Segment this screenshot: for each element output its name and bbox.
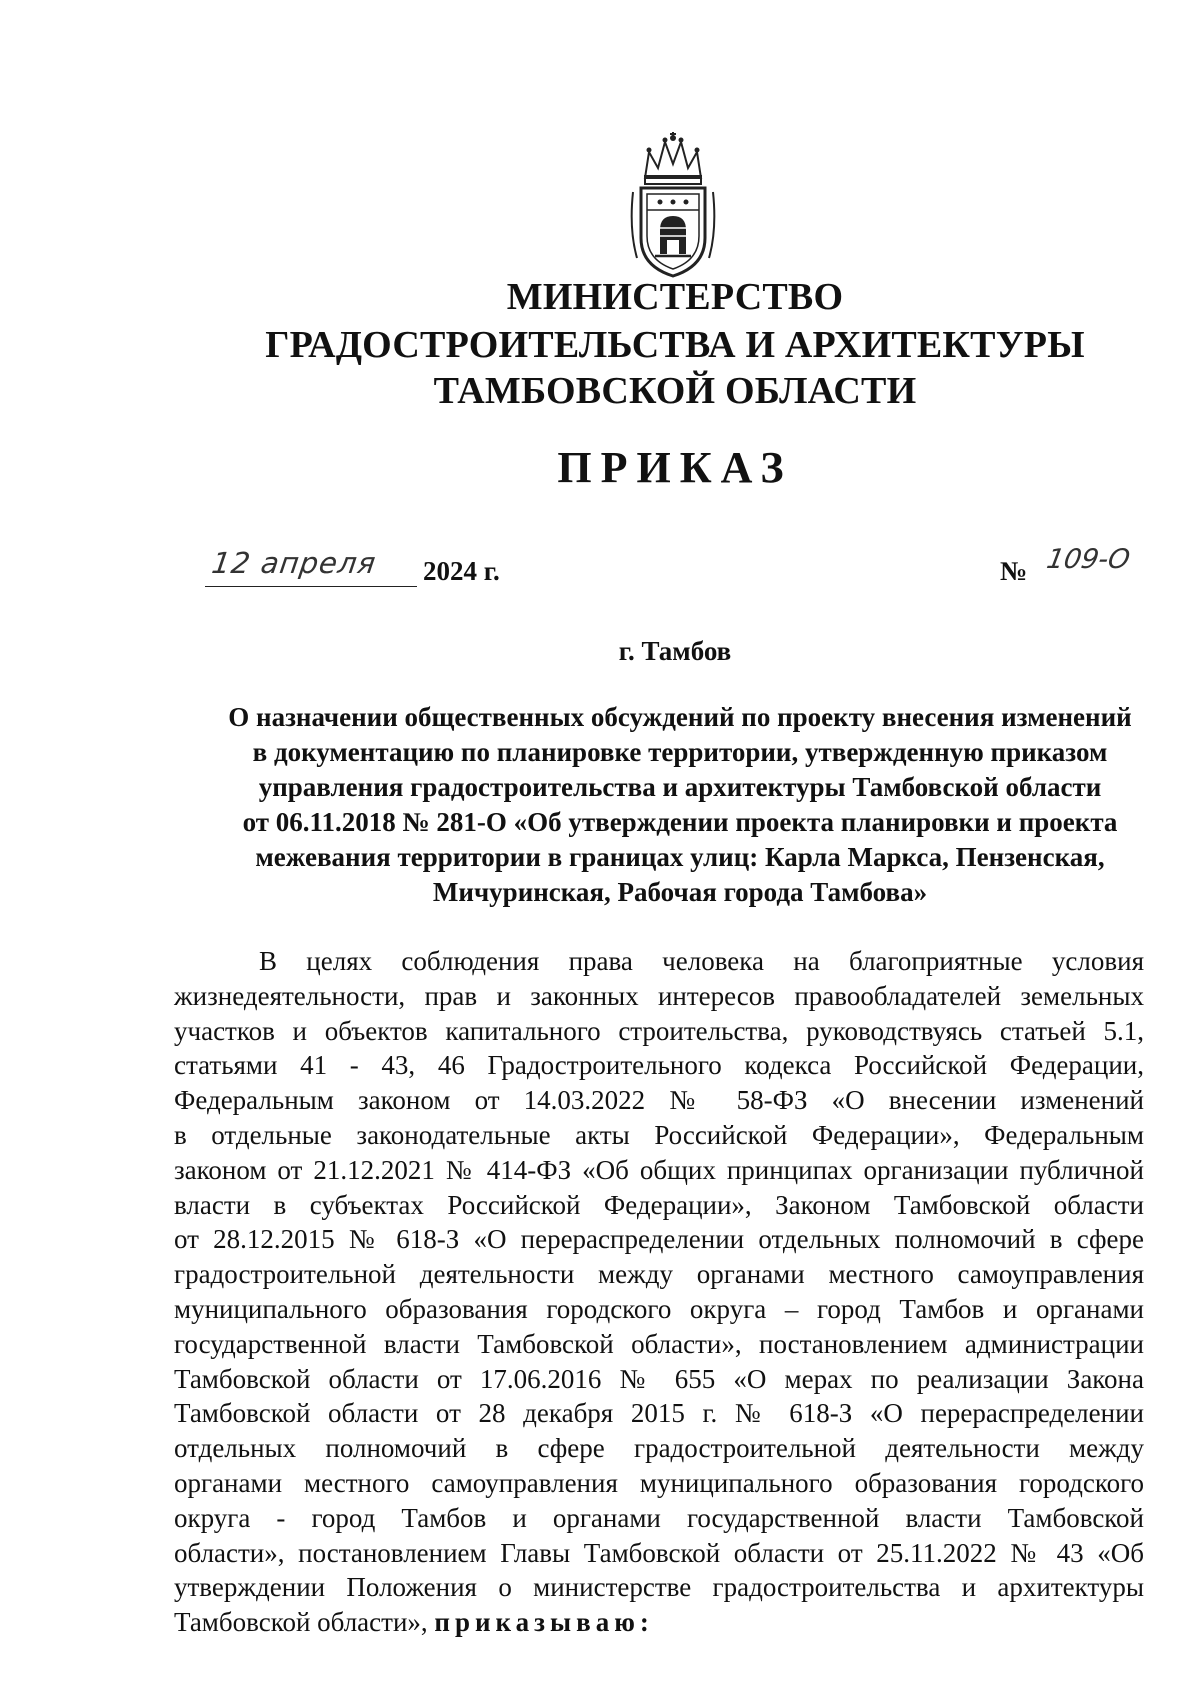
body-line: Тамбовской области от 28 декабря 2015 г. № 618-З «О перераспределении xyxy=(174,1398,1144,1429)
body-last-line-text: Тамбовской области», xyxy=(174,1607,435,1638)
body-line: отдельных полномочий в сфере градостроительной деятельности между xyxy=(174,1433,1144,1464)
body-line: в отдельные законодательные акты Российской Федерации», Федеральным xyxy=(174,1119,1144,1150)
body-line: утверждении Положения о министерстве градостроительства и архитектуры xyxy=(174,1572,1144,1603)
body-line: статьями 41 - 43, 46 Градостроительного кодекса Российской Федерации, xyxy=(174,1050,1144,1081)
body-line: округа - город Тамбов и органами государственной власти Тамбовской xyxy=(174,1502,1144,1533)
body-line: органами местного самоуправления муниципального образования городского xyxy=(174,1467,1144,1498)
handwritten-number: 109-О xyxy=(1044,544,1133,575)
number-label: № xyxy=(1000,556,1028,586)
body-line: участков и объектов капитального строительства, руководствуясь статьей 5.1, xyxy=(174,1015,1144,1046)
body-line: муниципального образования городского округа – город Тамбов и органами xyxy=(174,1293,1144,1324)
body-line: государственной власти Тамбовской области», постановлением администрации xyxy=(174,1328,1144,1359)
subject-line: О назначении общественных обсуждений по проекту внесения изменений xyxy=(228,702,1132,732)
body-line: Тамбовской области от 17.06.2016 № 655 «О мерах по реализации Закона xyxy=(174,1363,1144,1394)
document-type-title: ПРИКАЗ xyxy=(557,443,793,492)
document-year: 2024 г. xyxy=(423,556,500,586)
order-keyword: приказываю: xyxy=(434,1607,654,1638)
order-subject xyxy=(160,700,1200,910)
handwritten-date: 12 апреля xyxy=(209,546,379,580)
body-line: власти в субъектах Российской Федерации», Законом Тамбовской области xyxy=(174,1189,1144,1220)
subject-line: в документацию по планировке территории, утвержденную приказом xyxy=(252,737,1108,767)
subject-line: от 06.11.2018 № 281-О «Об утверждении проекта планировки и проекта xyxy=(242,807,1118,837)
body-line: градостроительной деятельности между органами местного самоуправления xyxy=(174,1259,1144,1290)
ministry-name-line: МИНИСТЕРСТВО xyxy=(506,276,844,318)
ministry-name-line: ТАМБОВСКОЙ ОБЛАСТИ xyxy=(433,370,917,412)
body-line: Федеральным законом от 14.03.2022 № 58-ФЗ «О внесении изменений xyxy=(174,1085,1144,1116)
ministry-name-line: ГРАДОСТРОИТЕЛЬСТВА И АРХИТЕКТУРЫ xyxy=(265,324,1085,366)
subject-line: Мичуринская, Рабочая города Тамбова» xyxy=(432,877,928,907)
subject-line: управления градостроительства и архитектуры Тамбовской области xyxy=(258,772,1102,802)
body-line: законом от 21.12.2021 № 414-ФЗ «Об общих принципах организации публичной xyxy=(174,1154,1144,1185)
body-line: жизнедеятельности, прав и законных интересов правообладателей земельных xyxy=(174,980,1144,1011)
tambov-coat-of-arms-icon xyxy=(627,130,719,280)
subject-line: межевания территории в границах улиц: Карла Маркса, Пензенская, xyxy=(255,842,1105,872)
body-line: области», постановлением Главы Тамбовской области от 25.11.2022 № 43 «Об xyxy=(174,1537,1144,1568)
order-body xyxy=(174,944,1144,1640)
city-name: г. Тамбов xyxy=(618,636,732,666)
body-line: от 28.12.2015 № 618-З «О перераспределении отдельных полномочий в сфере xyxy=(174,1224,1144,1255)
body-last-line xyxy=(174,1605,1144,1640)
body-line: В целях соблюдения права человека на благоприятные условия xyxy=(259,946,1144,976)
